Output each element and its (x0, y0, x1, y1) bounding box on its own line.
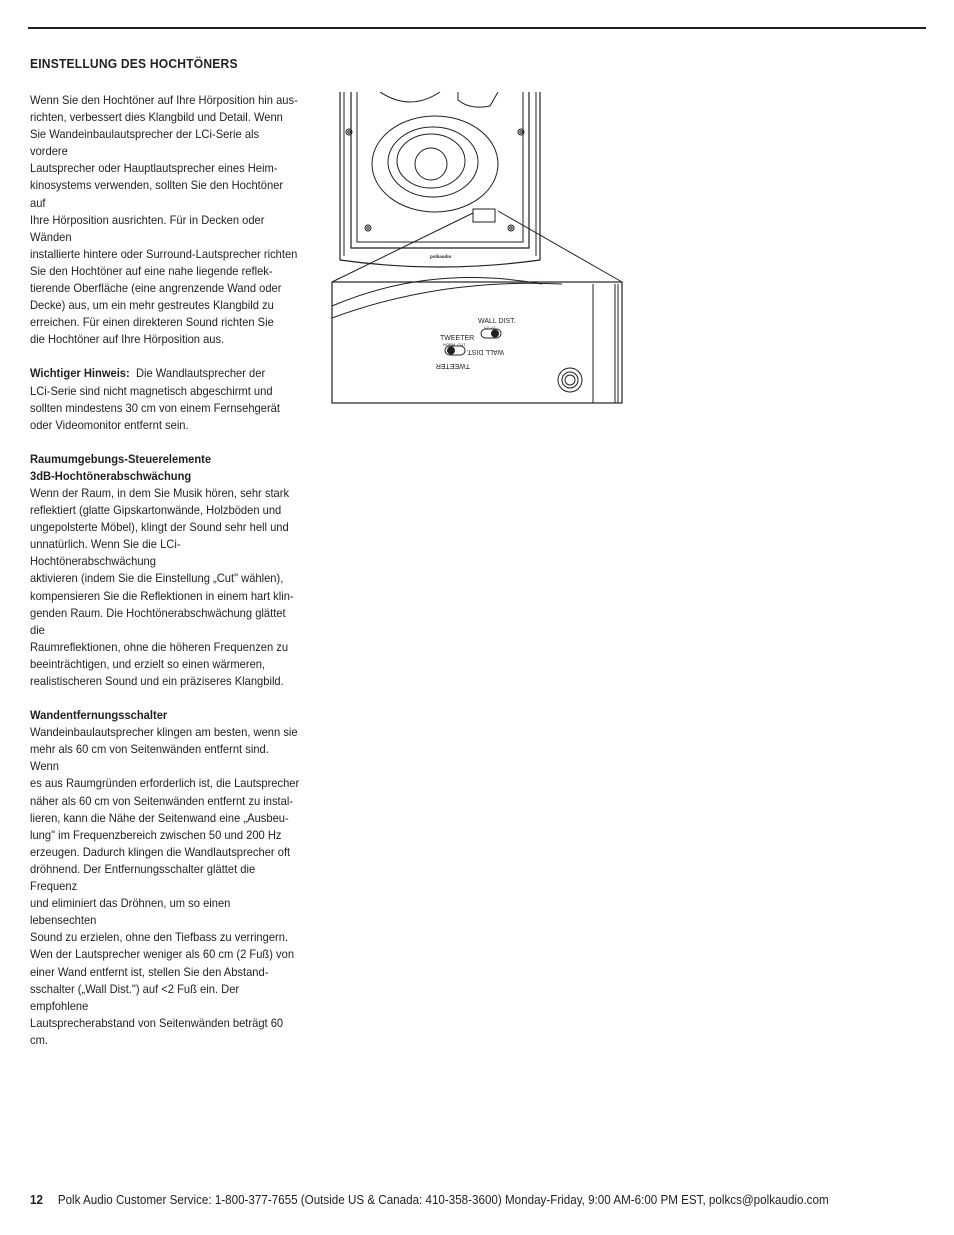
attenuation-line: Raumreflektionen, ohne die höheren Frequenzen zu (30, 639, 289, 654)
attenuation-line: realistischeren Sound und ein präziseres Klangbild. (30, 674, 284, 688)
notice-paragraph (30, 365, 300, 433)
intro-paragraph (30, 92, 300, 348)
top-rule (28, 27, 926, 29)
intro-line: die Hochtöner auf Ihre Hörposition aus. (30, 332, 225, 347)
text-column (30, 56, 300, 1066)
attenuation-line: reflektiert (glatte Gipskartonwände, Holzböden und (30, 503, 282, 518)
attenuation-line: aktivieren (indem Sie die Einstellung „Cut" wählen), (30, 571, 284, 586)
section-heading: EINSTELLUNG DES HOCHTÖNERS (30, 56, 238, 71)
wall-distance-line: erzeugen. Dadurch klingen die Wandlautsprecher oft (30, 844, 291, 859)
notice-line: sollten mindestens 30 cm von einem Fernsehgerät (30, 400, 280, 415)
wall-distance-heading: Wandentfernungsschalter (30, 708, 168, 723)
attenuation-line: ungepolsterte Möbel), klingt der Sound sehr hell und (30, 520, 289, 535)
wall-distance-line: dröhnend. Der Entfernungsschalter glättet die Frequenz (30, 861, 256, 894)
page-number: 12 (30, 1193, 43, 1207)
wall-distance-line: es aus Raumgründen erforderlich ist, die Lautsprecher (30, 776, 300, 791)
intro-line: Wenn Sie den Hochtöner auf Ihre Hörposition hin aus- (30, 93, 298, 107)
brand-logo: polkaudio (430, 254, 452, 259)
intro-line: erreichen. Für einen direkteren Sound richten Sie (30, 315, 274, 330)
wall-distance-label-inverted: WALL DIST. (466, 348, 504, 355)
attenuation-line: kompensieren Sie die Reflektionen in einem hart klin- (30, 588, 294, 603)
intro-line: Ihre Hörposition ausrichten. Für in Decken oder Wänden (30, 212, 265, 244)
intro-line: Lautsprecher oder Hauptlautsprecher eines Heim- (30, 161, 278, 176)
wall-distance-line: sschalter („Wall Dist.") auf <2 Fuß ein. Der empfohlene (30, 981, 240, 1013)
intro-line: Sie den Hochtöner auf eine nahe liegende reflek- (30, 263, 273, 278)
attenuation-section (30, 468, 300, 690)
notice-label: Wichtiger Hinweis: (30, 366, 130, 381)
attenuation-line: beeinträchtigen, und erzielt so einen wärmeren, (30, 656, 266, 671)
attenuation-line: unnatürlich. Wenn Sie die LCi-Hochtönerabschwächung (30, 537, 181, 569)
wall-distance-line: und eliminiert das Dröhnen, um so einen lebensechten (30, 896, 231, 928)
footer-contact-text: Polk Audio Customer Service: 1-800-377-7655 (Outside US & Canada: 410-358-3600) Monday-Friday, 9:00 AM-6:00 PM EST, polkcs@polkaudio.com (57, 1193, 829, 1207)
page-footer (30, 1193, 867, 1207)
wall-distance-line: näher als 60 cm von Seitenwänden entfernt zu instal- (30, 793, 294, 808)
wall-distance-line: lieren, kann die Nähe der Seitenwand eine „Ausbeu- (30, 810, 289, 825)
wall-distance-line: Lautsprecherabstand von Seitenwänden beträgt 60 cm. (30, 1015, 284, 1047)
attenuation-line: genden Raum. Die Hochtönerabschwächung glättet die (30, 605, 286, 637)
notice-line: LCi-Serie sind nicht magnetisch abgeschirmt und (30, 383, 273, 398)
notice-line (30, 365, 300, 382)
notice-text: Die Wandlautsprecher der (135, 366, 266, 381)
intro-line: richten, verbessert dies Klangbild und Detail. Wenn (30, 110, 283, 125)
tweeter-label-inverted: TWEETER (435, 362, 470, 369)
speaker-diagram (330, 92, 626, 406)
wall-distance-options: <2' >2' (484, 325, 496, 330)
surround-controls-heading: Raumumgebungs-Steuerelemente (30, 451, 212, 466)
wall-distance-label: WALL DIST. (478, 318, 516, 325)
wall-distance-line: Wen der Lautsprecher weniger als 60 cm (2 Fuß) von (30, 947, 295, 962)
attenuation-line: Wenn der Raum, in dem Sie Musik hören, sehr stark (30, 485, 290, 500)
intro-line: Sie Wandeinbaulautsprecher der LCi-Serie als vordere (30, 127, 260, 159)
intro-line: kinosystems verwenden, sollten Sie den Hochtöner auf (30, 178, 284, 210)
attenuation-heading: 3dB-Hochtönerabschwächung (30, 468, 192, 483)
wall-distance-line: Sound zu erzielen, ohne den Tiefbass zu verringern. (30, 930, 289, 945)
wall-distance-line: einer Wand entfernt ist, stellen Sie den Abstand- (30, 964, 269, 979)
speaker-illustration (330, 92, 626, 406)
tweeter-options: NORM. CUT (443, 342, 466, 347)
notice-line: oder Videomonitor entfernt sein. (30, 417, 189, 432)
wall-distance-line: Wandeinbaulautsprecher klingen am besten, wenn sie (30, 725, 298, 740)
wall-distance-line: lung" im Frequenzbereich zwischen 50 und 200 Hz (30, 827, 282, 842)
intro-line: Decke) aus, um ein mehr gestreutes Klangbild zu (30, 298, 274, 313)
intro-line: installierte hintere oder Surround-Lautsprecher richten (30, 246, 298, 261)
wall-distance-section (30, 707, 300, 1049)
wall-distance-line: mehr als 60 cm von Seitenwänden entfernt sind. Wenn (30, 742, 269, 774)
intro-line: tierende Oberfläche (eine angrenzende Wand oder (30, 281, 282, 296)
tweeter-label: TWEETER (440, 335, 475, 342)
